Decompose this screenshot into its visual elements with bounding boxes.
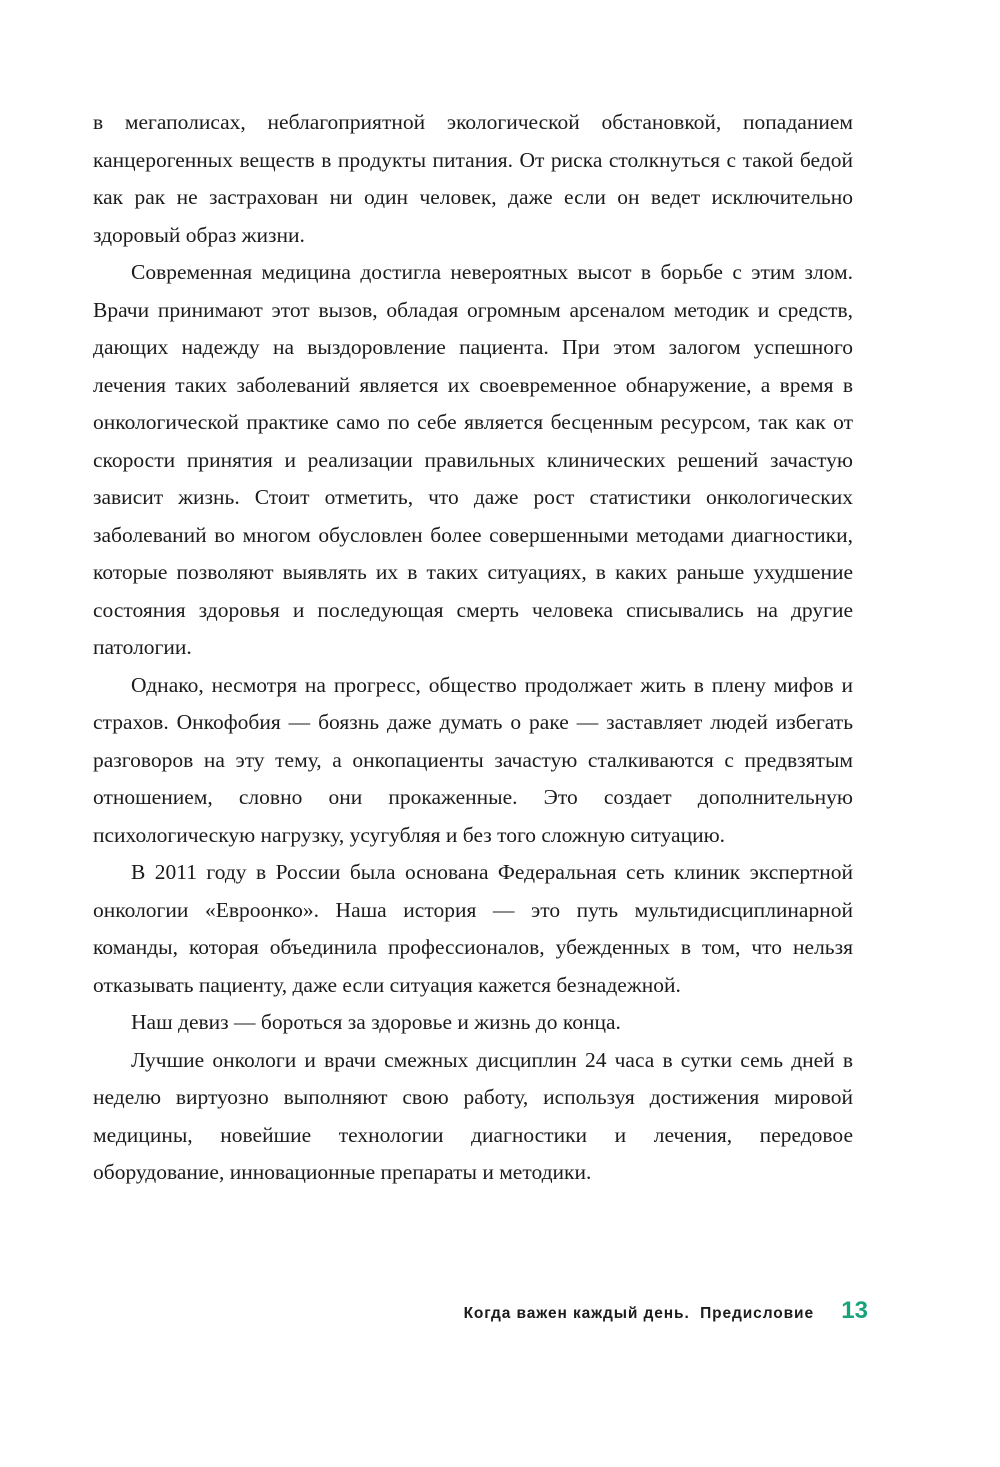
paragraph-best-oncologists: Лучшие онкологи и врачи смежных дисциплин 24 часа в сутки семь дней в неделю виртуозно выполняют свою работу, используя достижения мировой медицины, новейшие технологии диагностики и лечения, передовое оборудование, инновационные препараты и методики. <box>93 1047 853 1184</box>
paragraph-euroonco-history: В 2011 году в России была основана Федеральная сеть клиник экспертной онкологии «Евроонко». Наша история — это путь мультидисциплинарной команды, которая объединила профессионалов, убежденных в том, что нельзя отказывать пациенту, даже если ситуация кажется безнадежной. <box>93 860 853 997</box>
paragraph-continued: в мегаполисах, неблагоприятной экологической обстановкой, попаданием канцерогенных веществ в продукты питания. От риска столкнуться с такой бедой как рак не застрахован ни один человек, даже если он ведет исключительно здоровый образ жизни. <box>93 110 853 247</box>
paragraph-oncophobia: Однако, несмотря на прогресс, общество продолжает жить в плену мифов и страхов. Онкофобия — боязнь даже думать о раке — заставляет людей избегать разговоров на эту тему, а онкопациенты зачастую сталкиваются с предвзятым отношением, словно они прокаженные. Это создает дополнительную психологическую нагрузку, усугубляя и без того сложную ситуацию. <box>93 672 853 847</box>
page-text-column <box>93 104 853 1192</box>
paragraph-modern-medicine: Современная медицина достигла невероятных высот в борьбе с этим злом. Врачи принимают этот вызов, обладая огромным арсеналом методик и средств, дающих надежду на выздоровление пациента. При этом залогом успешного лечения таких заболеваний является их своевременное обнаружение, а время в онкологической практике само по себе является бесценным ресурсом, так как от скорости принятия и реализации правильных клинических решений зачастую зависит жизнь. Стоит отметить, что даже рост статистики онкологических заболеваний во многом обусловлен более совершенными методами диагностики, которые позволяют выявлять их в таких ситуациях, в каких раньше ухудшение состояния здоровья и последующая смерть человека списывались на другие патологии. <box>93 260 853 659</box>
page-footer <box>93 1297 868 1325</box>
paragraph-motto: Наш девиз — бороться за здоровье и жизнь до конца. <box>131 1010 621 1034</box>
running-title: Когда важен каждый день. Предисловие <box>463 1305 814 1322</box>
page-number: 13 <box>841 1297 868 1324</box>
